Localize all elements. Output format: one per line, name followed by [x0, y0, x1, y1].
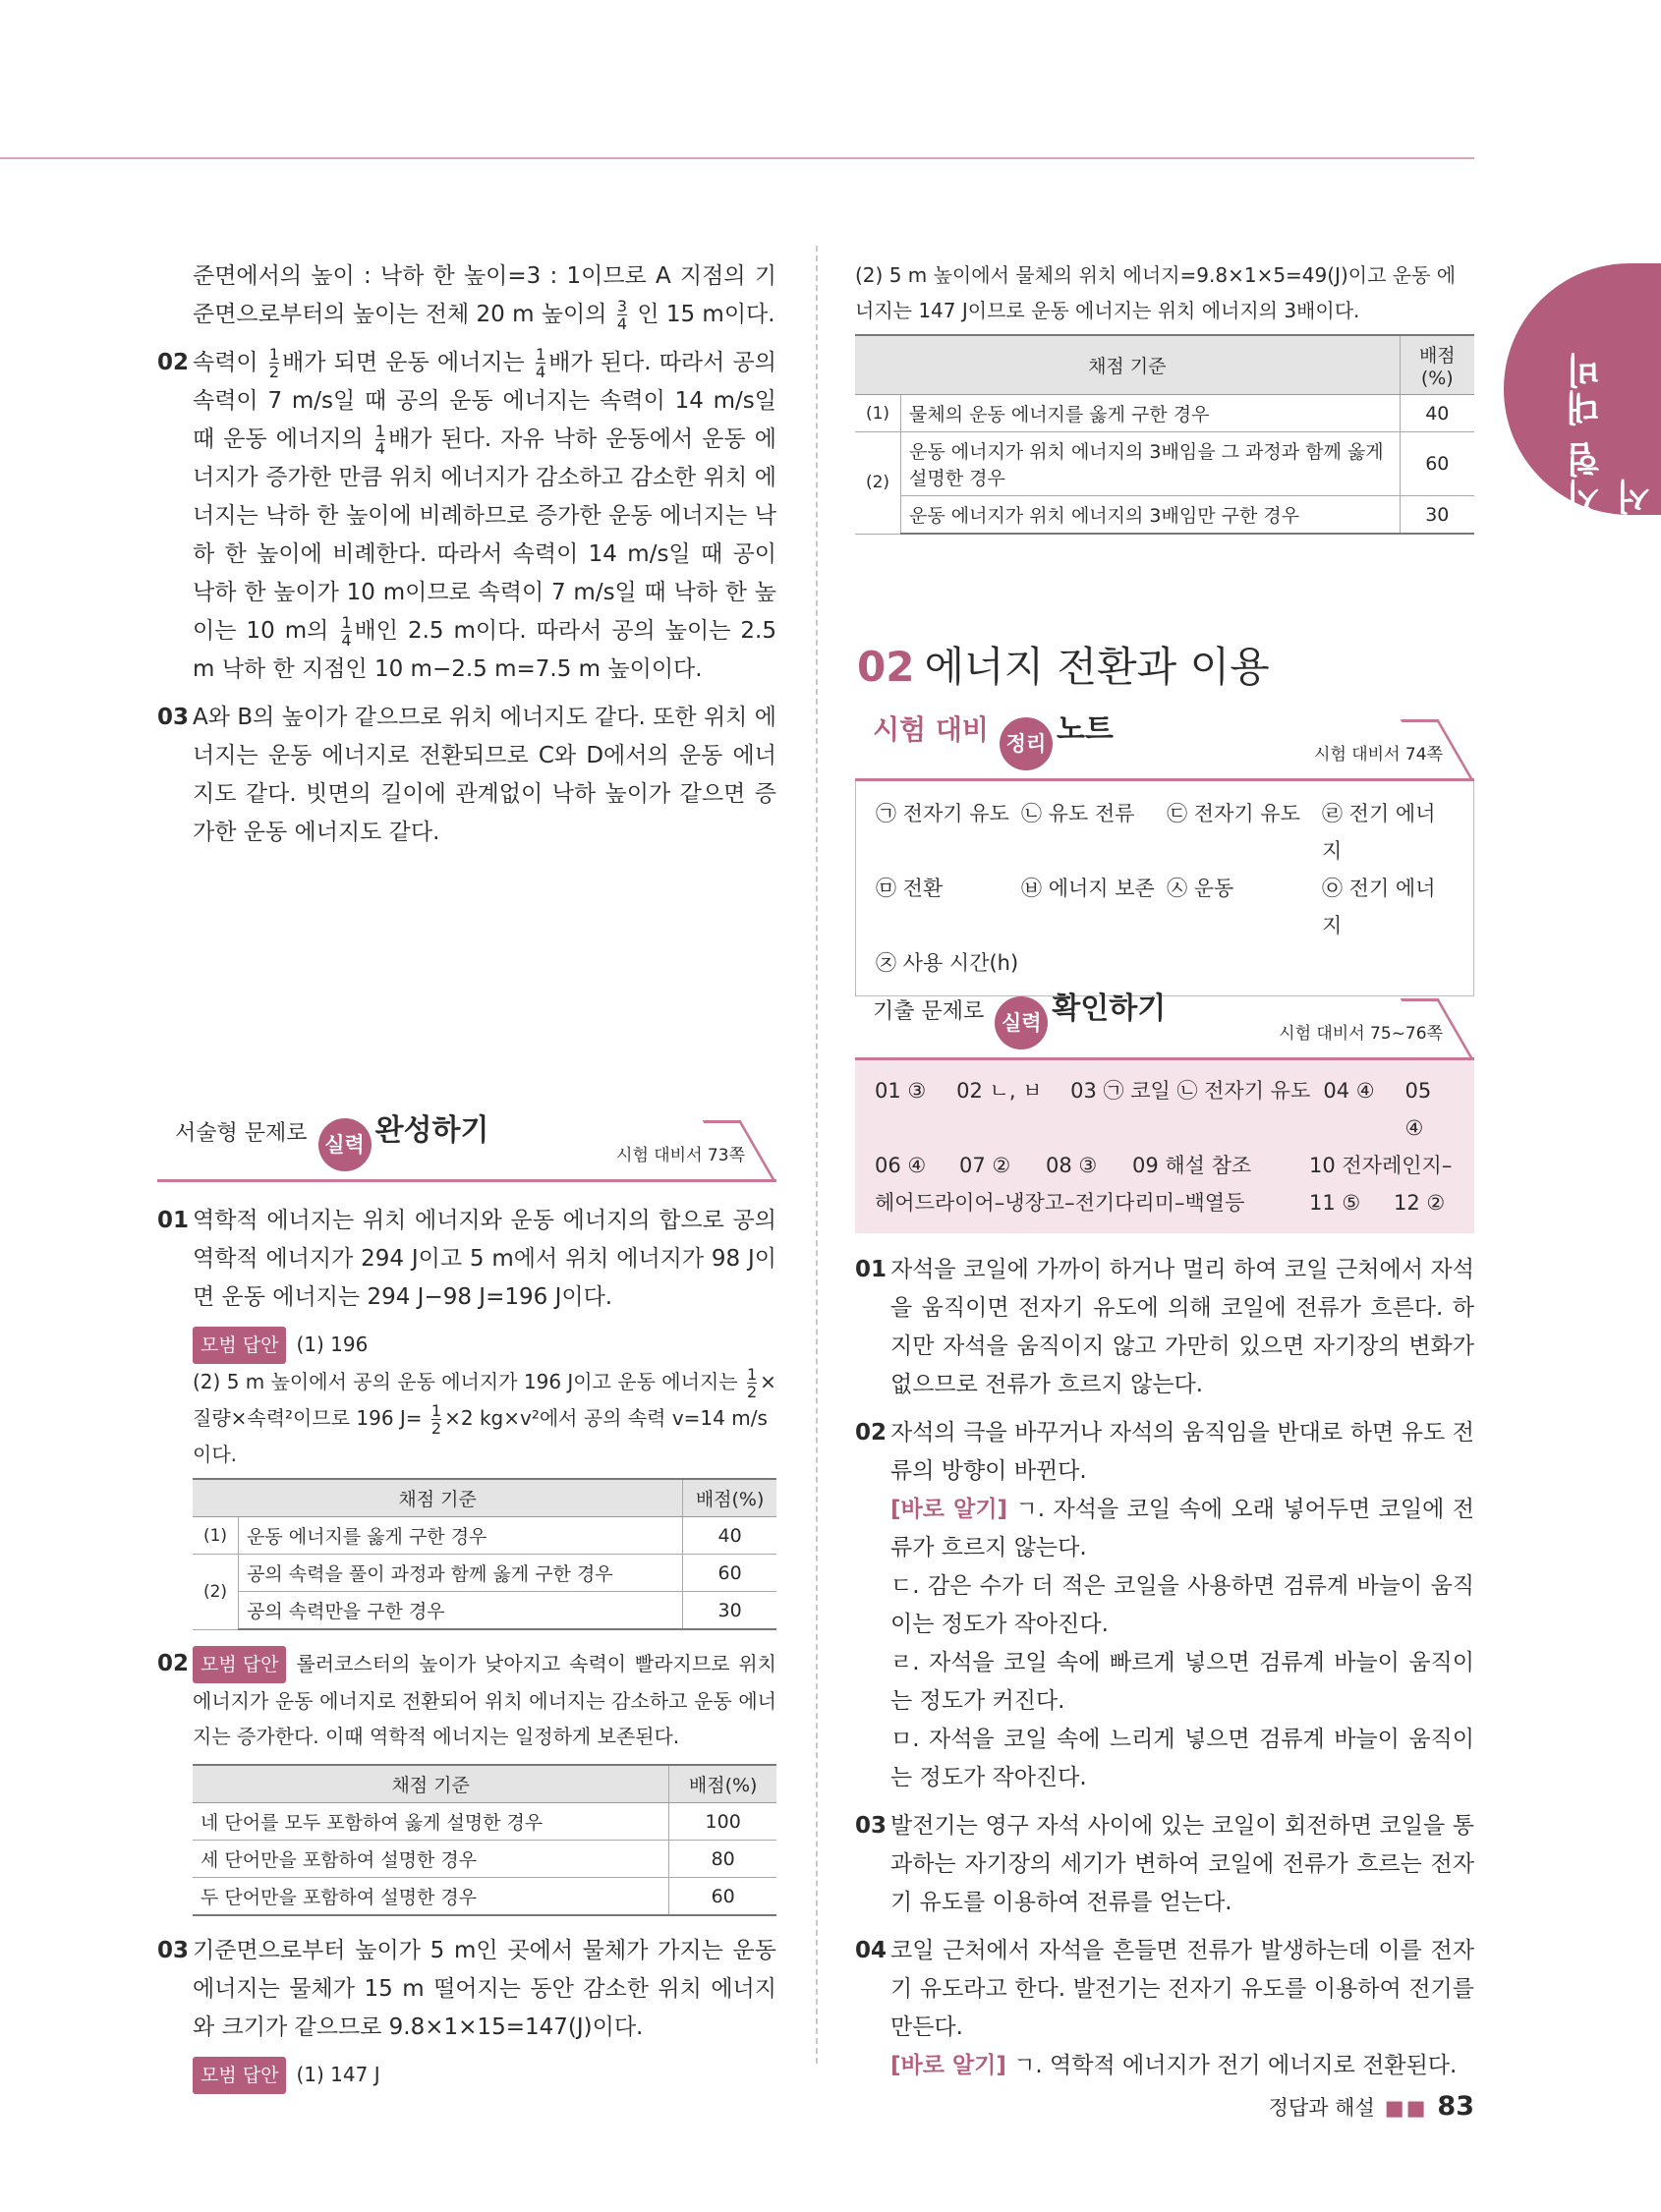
section-header-check: 기출 문제로 실력 확인하기 시험 대비서 75~76쪽 [855, 998, 1474, 1060]
footer-dots: ■■ [1384, 2096, 1428, 2120]
fraction: $\frac{1}{2}$ [746, 1365, 758, 1401]
side-tab [1504, 263, 1661, 515]
badge-bubble: 실력 [318, 1118, 372, 1171]
fraction: $\frac{1}{4}$ [341, 613, 352, 650]
intro-paragraph: 준면에서의 높이 : 낙하 한 높이=3 : 1이므로 A 지점의 기준면으로부터의 높이는 전체 20 m 높이의 $\frac{3}{4}$ 인 15 m이다. [193, 263, 776, 333]
section-header-essay: 서술형 문제로 실력 완성하기 시험 대비서 73쪽 [157, 1120, 776, 1182]
check-answer-02: 02 자석의 극을 바꾸거나 자석의 움직임을 반대로 하면 유도 전류의 방향이 바뀐다. [855, 1420, 1474, 1484]
page-number: 83 [1437, 2091, 1474, 2122]
check-answer-01: 01 자석을 코일에 가까이 하거나 멀리 하여 코일 근처에서 자석을 움직이면 전자기 유도에 의해 코일에 전류가 흐른다. 하지만 자석을 움직이지 않고 가만히 있으면 자기장의 변화가 없으므로 전류가 흐르지 않는다. [855, 1257, 1474, 1397]
fraction: $\frac{1}{2}$ [430, 1401, 442, 1438]
model-answer-badge: 모범 답안 [193, 1327, 286, 1364]
grading-table-3: 채점 기준 배점(%) (1) 물체의 운동 에너지를 옳게 구한 경우 40 (2) 운동 에너지가 위치 에너지의 3배임을 그 과정과 함께 옳게 설명한 경우 60 운동 에너지가 위치 에너지의 3배임만 구한 경우 30 [855, 334, 1474, 535]
page-footer [1269, 2091, 1474, 2122]
grading-table-2: 채점 기준 배점(%) 네 단어를 모두 포함하여 옳게 설명한 경우 100 세 단어만을 포함하여 설명한 경우 80 두 단어만을 포함하여 설명한 경우 60 [193, 1764, 776, 1916]
grading-table-1: 채점 기준 배점(%) (1) 운동 에너지를 옳게 구한 경우 40 (2) 공의 속력을 풀이 과정과 함께 옳게 구한 경우 60 공의 속력만을 구한 경우 30 [193, 1478, 776, 1630]
fraction: $\frac{1}{4}$ [374, 422, 385, 458]
grading-table-1-wrap [157, 1478, 776, 1630]
fraction: $\frac{3}{4}$ [616, 297, 627, 333]
fraction: $\frac{1}{4}$ [535, 345, 546, 381]
left-column [157, 257, 776, 862]
page-reference: 시험 대비서 73쪽 [616, 1146, 745, 1165]
footer-label: 정답과 해설 [1268, 2096, 1375, 2120]
answer-02: 02 속력이 $\frac{1}{2}$ 배가 되면 운동 에너지는 $\frac{1}{4}$ 배가 된다. 따라서 공의 속력이 7 m/s일 때 공의 운동 에너지는 속력이 14 m/s일 때 운동 에너지의 $\frac{1}{4}$ 배가 된다. 자유 낙하 운동에서 운동 에너지가 증가한 만큼 위치 에너지가 감소하고 감소한 위치 에너지는 낙하 한 높이에 비례하므로 증가한 운동 에너지는 낙하 한 높이에 비례한다. 따라서 속력이 14 m/s일 때 공이 낙하 한 높이가 10 m이므로 속력이 7 m/s일 때 낙하 한 높이는 10 m의 $\frac{1}{4}$ 배인 2.5 m이다. 따라서 공의 높이는 2.5 m 낙하 한 지점인 10 m−2.5 m=7.5 m 높이이다. [157, 345, 776, 682]
top-rule [0, 157, 1474, 159]
model-answer-01: 모범 답안 (1) 196 (2) 5 m 높이에서 공의 운동 에너지가 196 J이고 운동 에너지는 $\frac{1}{2}$ × 질량×속력²이므로 196 J= $\frac{1}{2}$ ×2 kg×v²에서 공의 속력 v=14 m/s이다. [157, 1327, 776, 1472]
wrong-explanation: [바로 알기] ㄱ. 자석을 코일 속에 오래 넣어두면 코일에 전류가 흐르지 않는다. [890, 1497, 1475, 1560]
right-top-paragraph: (2) 5 m 높이에서 물체의 위치 에너지=9.8×1×5=49(J)이고 운동 에너지는 147 J이므로 운동 에너지는 위치 에너지의 3배이다. [855, 263, 1457, 322]
right-column-top [855, 257, 1474, 550]
essay-03: 03 기준면으로부터 높이가 5 m인 곳에서 물체가 가지는 운동 에너지는 물체가 15 m 떨어지는 동안 감소한 위치 에너지와 크기가 같으므로 9.8×1×15=147(J)이다. [157, 1938, 776, 2040]
column-divider [816, 246, 818, 2064]
fraction: $\frac{1}{2}$ [268, 345, 280, 381]
section-header-note: 시험 대비 정리 노트 시험 대비서 74쪽 [855, 719, 1474, 781]
answer-03: 03 A와 B의 높이가 같으므로 위치 에너지도 같다. 또한 위치 에너지는 운동 에너지로 전환되므로 C와 D에서의 운동 에너지도 같다. 빗면의 길이에 관계없이 낙하 높이가 같으면 증가한 운동 에너지도 같다. [157, 705, 776, 845]
page-reference: 시험 대비서 75~76쪽 [1279, 1024, 1443, 1044]
check-section: 기출 문제로 실력 확인하기 시험 대비서 75~76쪽 01 ③ 02 ㄴ, ㅂ 03 ㉠ 코일 ㉡ 전자기 유도 04 ④ 05 ④ 06 ④ 07 ② 08 ③ 09 해설 참조 10 전자레인지– 헤어드라이어–냉장고–전기다리미–백열등 11 ⑤ 12 ② 01 자석을 코일에 가까이 하거나 멀리 하여 코일 근처에서 자석을 움직이면 전자기 유도에 의해 코일에 전류가 흐른다. 하지만 자석을 움직이지 않고 가만히 있으면 자기장의 변화가 없으므로 전류가 흐르지 않는다. 02 자석의 극을 바꾸거나 자석의 움직임을 반대로 하면 유도 전류의 방향이 바뀐다. [바로 알기] ㄱ. 자석을 코일 속에 오래 넣어두면 코일에 전류가 흐르지 않는다. ㄷ. 감은 수가 더 적은 코일을 사용하면 검류계 바늘이 움직이는 정도가 작아진다. ㄹ. 자석을 코일 속에 빠르게 넣으면 검류계 바늘이 움직이는 정도가 커진다. ㅁ. 자석을 코일 속에 느리게 넣으면 검류계 바늘이 움직이는 정도가 작아진다. 03 발전기는 영구 자석 사이에 있는 코일이 회전하면 코일을 통과하는 자기장의 세기가 변하여 코일에 전류가 흐르는 전자기 유도를 이용하여 전류를 얻는다. 04 코일 근처에서 자석을 흔들면 전류가 발생하는데 이를 전자기 유도라고 한다. 발전기는 전자기 유도를 이용하여 전기를 만든다. [바로 알기] ㄱ. 역학적 에너지가 전기 에너지로 전환된다. [855, 998, 1474, 2095]
left-column-lower [157, 1113, 776, 2094]
chapter-title: 02 에너지 전환과 이용 [857, 643, 1270, 691]
note-box: ㉠ 전자기 유도 ㉡ 유도 전류 ㉢ 전자기 유도 ㉣ 전기 에너지 ㉤ 전환 ㉥ 에너지 보존 ㉦ 운동 ㉧ 전기 에너지 ㉨ 사용 시간(h) [855, 781, 1474, 996]
essay-01: 01 역학적 에너지는 위치 에너지와 운동 에너지의 합으로 공의 역학적 에너지가 294 J이고 5 m에서 위치 에너지가 98 J이면 운동 에너지는 294 J−98 J=196 J이다. [157, 1208, 776, 1310]
grading-table-2-wrap [157, 1764, 776, 1916]
note-section [855, 712, 1474, 996]
check-answer-04: 04 코일 근처에서 자석을 흔들면 전류가 발생하는데 이를 전자기 유도라고 한다. 발전기는 전자기 유도를 이용하여 전기를 만든다. [855, 1938, 1474, 2040]
side-tab-label: 시험 대비서 [1566, 351, 1656, 515]
model-answer-03: 모범 답안 (1) 147 J [157, 2057, 776, 2094]
page-reference: 시험 대비서 74쪽 [1314, 745, 1443, 765]
wrong-explanation: [바로 알기] ㄱ. 역학적 에너지가 전기 에너지로 전환된다. [890, 2053, 1458, 2078]
check-answer-03: 03 발전기는 영구 자석 사이에 있는 코일이 회전하면 코일을 통과하는 자기장의 세기가 변하여 코일에 전류가 흐르는 전자기 유도를 이용하여 전류를 얻는다. [855, 1813, 1474, 1915]
answer-key-box: 01 ③ 02 ㄴ, ㅂ 03 ㉠ 코일 ㉡ 전자기 유도 04 ④ 05 ④ 06 ④ 07 ② 08 ③ 09 해설 참조 10 전자레인지– 헤어드라이어–냉장고–전기다리미–백열등 11 ⑤ 12 ② [855, 1060, 1474, 1233]
chapter-number: 02 [857, 643, 915, 691]
essay-02: 02 모범 답안 롤러코스터의 높이가 낮아지고 속력이 빨라지므로 위치 에너지가 운동 에너지로 전환되어 위치 에너지는 감소하고 운동 에너지는 증가한다. 이때 역학적 에너지는 일정하게 보존된다. [157, 1646, 776, 1754]
